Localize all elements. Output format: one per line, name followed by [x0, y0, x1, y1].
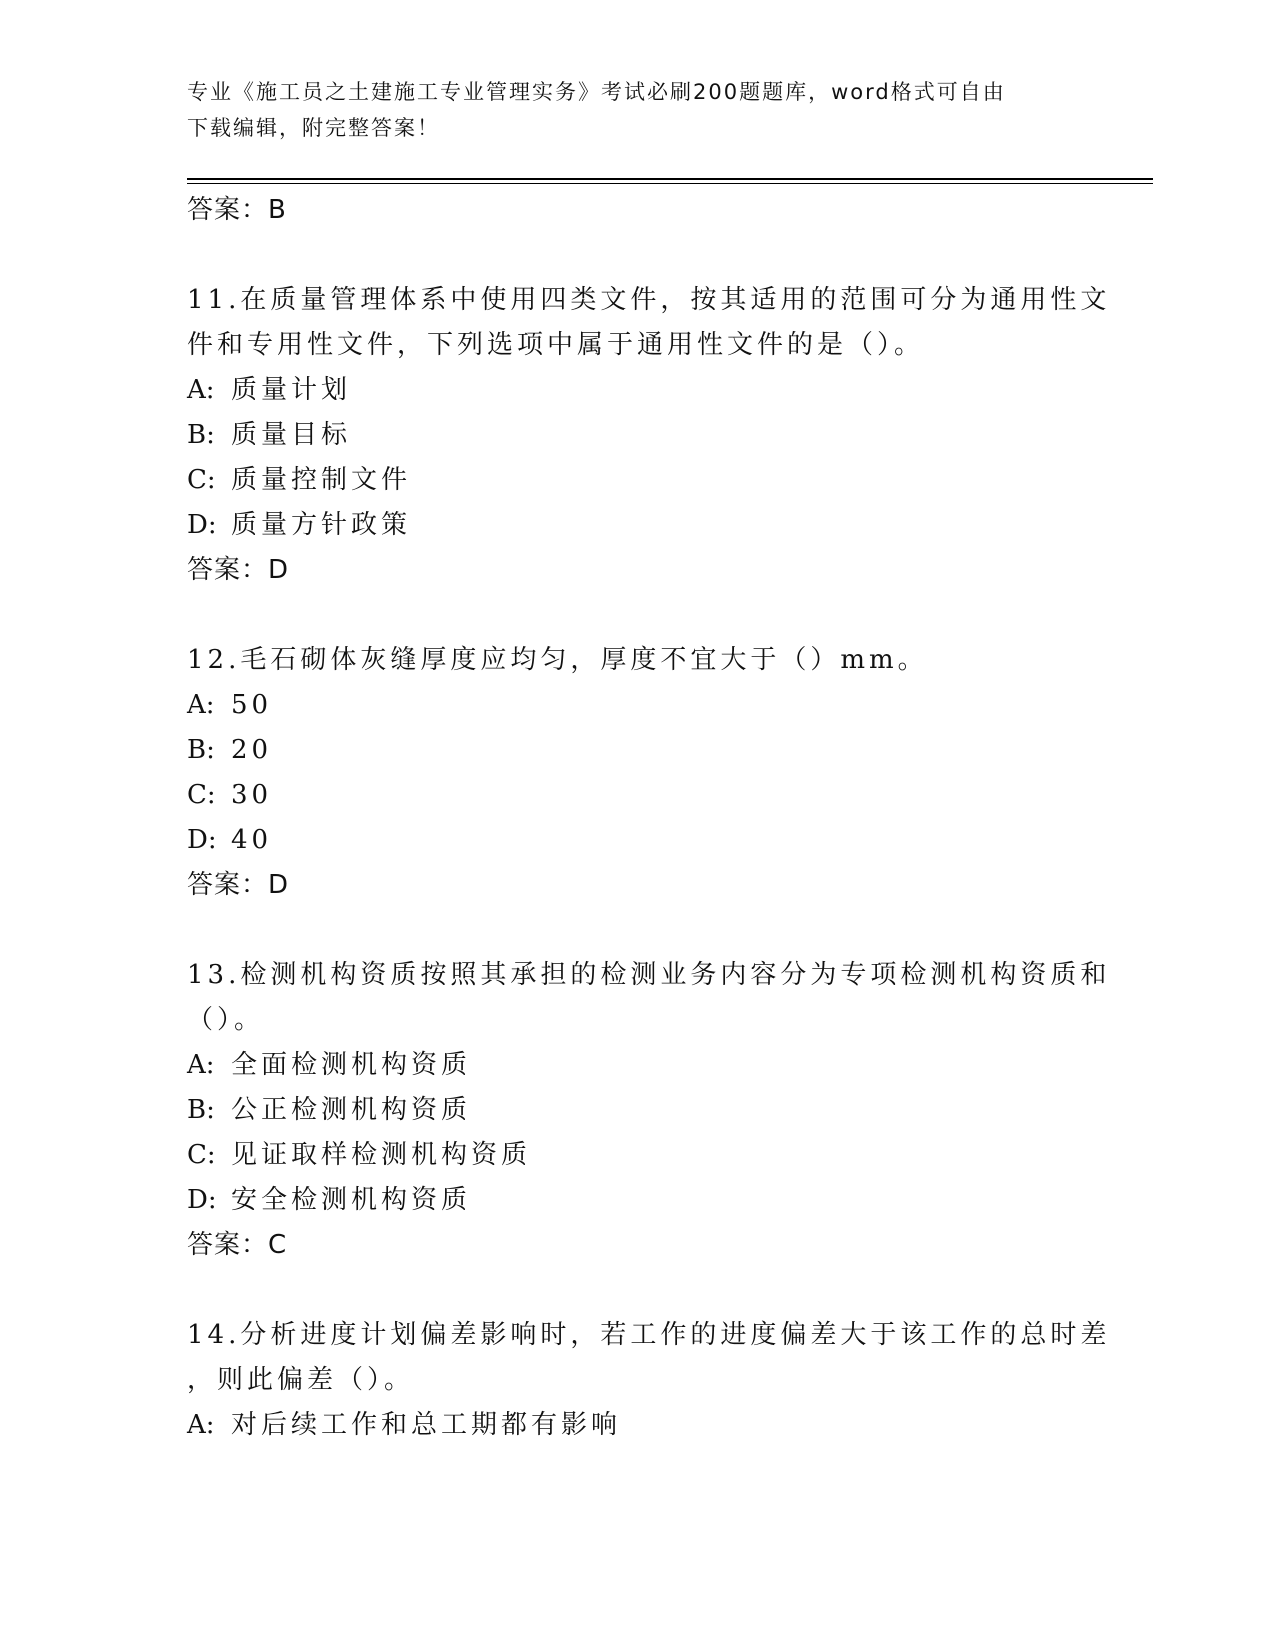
- option-letter: B:: [187, 735, 215, 765]
- option-letter: A:: [187, 1050, 215, 1080]
- option-text: 全面检测机构资质: [231, 1050, 472, 1080]
- answer-line: 答案：D: [187, 555, 290, 585]
- option-b: [187, 1088, 1087, 1133]
- answer-line: 答案：C: [187, 1230, 288, 1260]
- previous-answer: 答案：B: [187, 195, 287, 225]
- option-d: [187, 818, 1087, 863]
- question-text-line: 14.分析进度计划偏差影响时，若工作的进度偏差大于该工作的总时差: [187, 1320, 1111, 1350]
- option-letter: A:: [187, 690, 215, 720]
- option-letter: B:: [187, 420, 215, 450]
- option-c: [187, 773, 1087, 818]
- question-12: [187, 638, 1087, 908]
- option-d: [187, 503, 1087, 548]
- question-text-line: 12.毛石砌体灰缝厚度应均匀，厚度不宜大于（）mm。: [187, 645, 928, 675]
- document-header: [187, 74, 1087, 146]
- option-letter: B:: [187, 1095, 215, 1125]
- option-text: 质量目标: [231, 420, 352, 450]
- header-line-1: 专业《施工员之土建施工专业管理实务》考试必刷200题题库，word格式可自由: [187, 80, 1006, 104]
- question-14: [187, 1313, 1111, 1448]
- header-divider-thin: [187, 183, 1153, 184]
- option-letter: A:: [187, 375, 215, 405]
- question-text-line: 13.检测机构资质按照其承担的检测业务内容分为专项检测机构资质和: [187, 960, 1111, 990]
- option-text: 50: [231, 690, 273, 720]
- option-letter: D:: [187, 1185, 217, 1215]
- option-text: 30: [231, 780, 273, 810]
- question-text-line: （）。: [187, 1005, 265, 1035]
- option-text: 质量控制文件: [231, 465, 412, 495]
- question-text-line: ，则此偏差（）。: [187, 1365, 415, 1395]
- option-a: [187, 683, 1087, 728]
- option-d: [187, 1178, 1087, 1223]
- option-c: [187, 1133, 1087, 1178]
- option-letter: D:: [187, 510, 217, 540]
- option-a: [187, 1043, 1087, 1088]
- option-letter: D:: [187, 825, 217, 855]
- header-divider-thick: [187, 178, 1153, 180]
- option-text: 见证取样检测机构资质: [231, 1140, 532, 1170]
- option-text: 质量方针政策: [231, 510, 412, 540]
- answer-line: 答案：D: [187, 870, 290, 900]
- document-content: [187, 188, 1111, 1448]
- question-text-line: 11.在质量管理体系中使用四类文件，按其适用的范围可分为通用性文: [187, 285, 1111, 315]
- option-text: 公正检测机构资质: [231, 1095, 472, 1125]
- header-line-2: 下载编辑，附完整答案！: [187, 116, 440, 140]
- option-text: 40: [231, 825, 273, 855]
- option-a: [187, 1403, 1087, 1448]
- question-11: [187, 278, 1111, 593]
- question-text-line: 件和专用性文件，下列选项中属于通用性文件的是（）。: [187, 330, 925, 360]
- option-c: [187, 458, 1087, 503]
- option-text: 20: [231, 735, 273, 765]
- question-13: [187, 953, 1111, 1268]
- option-letter: C:: [187, 1140, 216, 1170]
- option-text: 对后续工作和总工期都有影响: [231, 1410, 622, 1440]
- option-text: 质量计划: [231, 375, 352, 405]
- option-letter: C:: [187, 465, 216, 495]
- option-letter: C:: [187, 780, 216, 810]
- option-b: [187, 413, 1087, 458]
- option-text: 安全检测机构资质: [231, 1185, 472, 1215]
- option-b: [187, 728, 1087, 773]
- option-letter: A:: [187, 1410, 215, 1440]
- option-a: [187, 368, 1087, 413]
